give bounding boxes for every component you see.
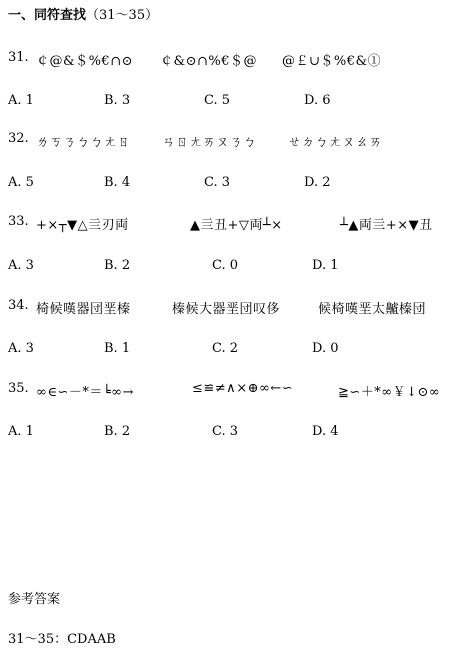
option-a: A. 1 xyxy=(8,424,34,439)
sequence-3: @￡∪＄%€&① xyxy=(282,54,382,69)
sequence-2: ㄢㄖㄤㄞㄡㄋㄅ xyxy=(162,135,257,150)
option-a: A. 1 xyxy=(8,93,34,108)
question-number: 32. xyxy=(8,131,29,146)
option-b: B. 1 xyxy=(104,341,131,356)
option-d: D. 2 xyxy=(304,175,331,190)
option-d: D. 6 xyxy=(304,93,331,108)
sequence-1: 椅候嘆器団垩榛 xyxy=(36,302,131,317)
option-b: B. 2 xyxy=(104,424,131,439)
option-b: B. 4 xyxy=(104,175,131,190)
option-d: D. 4 xyxy=(312,424,339,439)
sequence-1: +×┬▼△亖刃両 xyxy=(36,218,129,233)
answers-heading: 参考答案 xyxy=(8,592,61,607)
question-number: 31. xyxy=(8,50,29,65)
option-c: C. 3 xyxy=(212,424,239,439)
section-title-text: 一、同符查找 xyxy=(8,8,87,23)
question-number: 33. xyxy=(8,214,29,229)
option-b: B. 3 xyxy=(104,93,131,108)
answers-line: 31～35：CDAAB xyxy=(8,632,116,647)
question-number: 35. xyxy=(8,381,29,396)
option-a: A. 3 xyxy=(8,258,34,273)
sequence-3: 候椅嘆垩太齇榛団 xyxy=(318,302,427,317)
sequence-3: ┴▲両亖+×▼丑 xyxy=(340,218,433,233)
option-a: A. 3 xyxy=(8,341,34,356)
option-c: C. 5 xyxy=(204,93,231,108)
option-b: B. 2 xyxy=(104,258,131,273)
sequence-1: ㄌㄎㄋㄅㄅㄤㄖ xyxy=(36,135,131,150)
option-c: C. 2 xyxy=(212,341,239,356)
sequence-1: ￠@&＄%€∩⊙ xyxy=(36,54,133,69)
sequence-2: 榛候大器垩団叹侈 xyxy=(172,302,281,317)
sequence-2: ▲亖丑+▽両┴× xyxy=(190,218,283,233)
section-title xyxy=(8,8,158,24)
sequence-1: ∞∈∽－*＝╘∞→ xyxy=(36,385,134,400)
option-d: D. 0 xyxy=(312,341,339,356)
section-title-range: （31～35） xyxy=(86,8,159,23)
option-a: A. 5 xyxy=(8,175,34,190)
sequence-2: ￠&⊙∩%€＄@ xyxy=(160,54,257,69)
sequence-3: ≧∽＋*∞￥↓⊙∞ xyxy=(338,385,441,400)
option-c: C. 0 xyxy=(212,258,239,273)
option-c: C. 3 xyxy=(204,175,231,190)
sequence-2: ≤≌≠∧×⊕∞←∽ xyxy=(192,381,294,396)
sequence-3: ㄝㄉㄅㄤㄡㄠㄞ xyxy=(288,135,383,150)
option-d: D. 1 xyxy=(312,258,339,273)
question-number: 34. xyxy=(8,298,29,313)
